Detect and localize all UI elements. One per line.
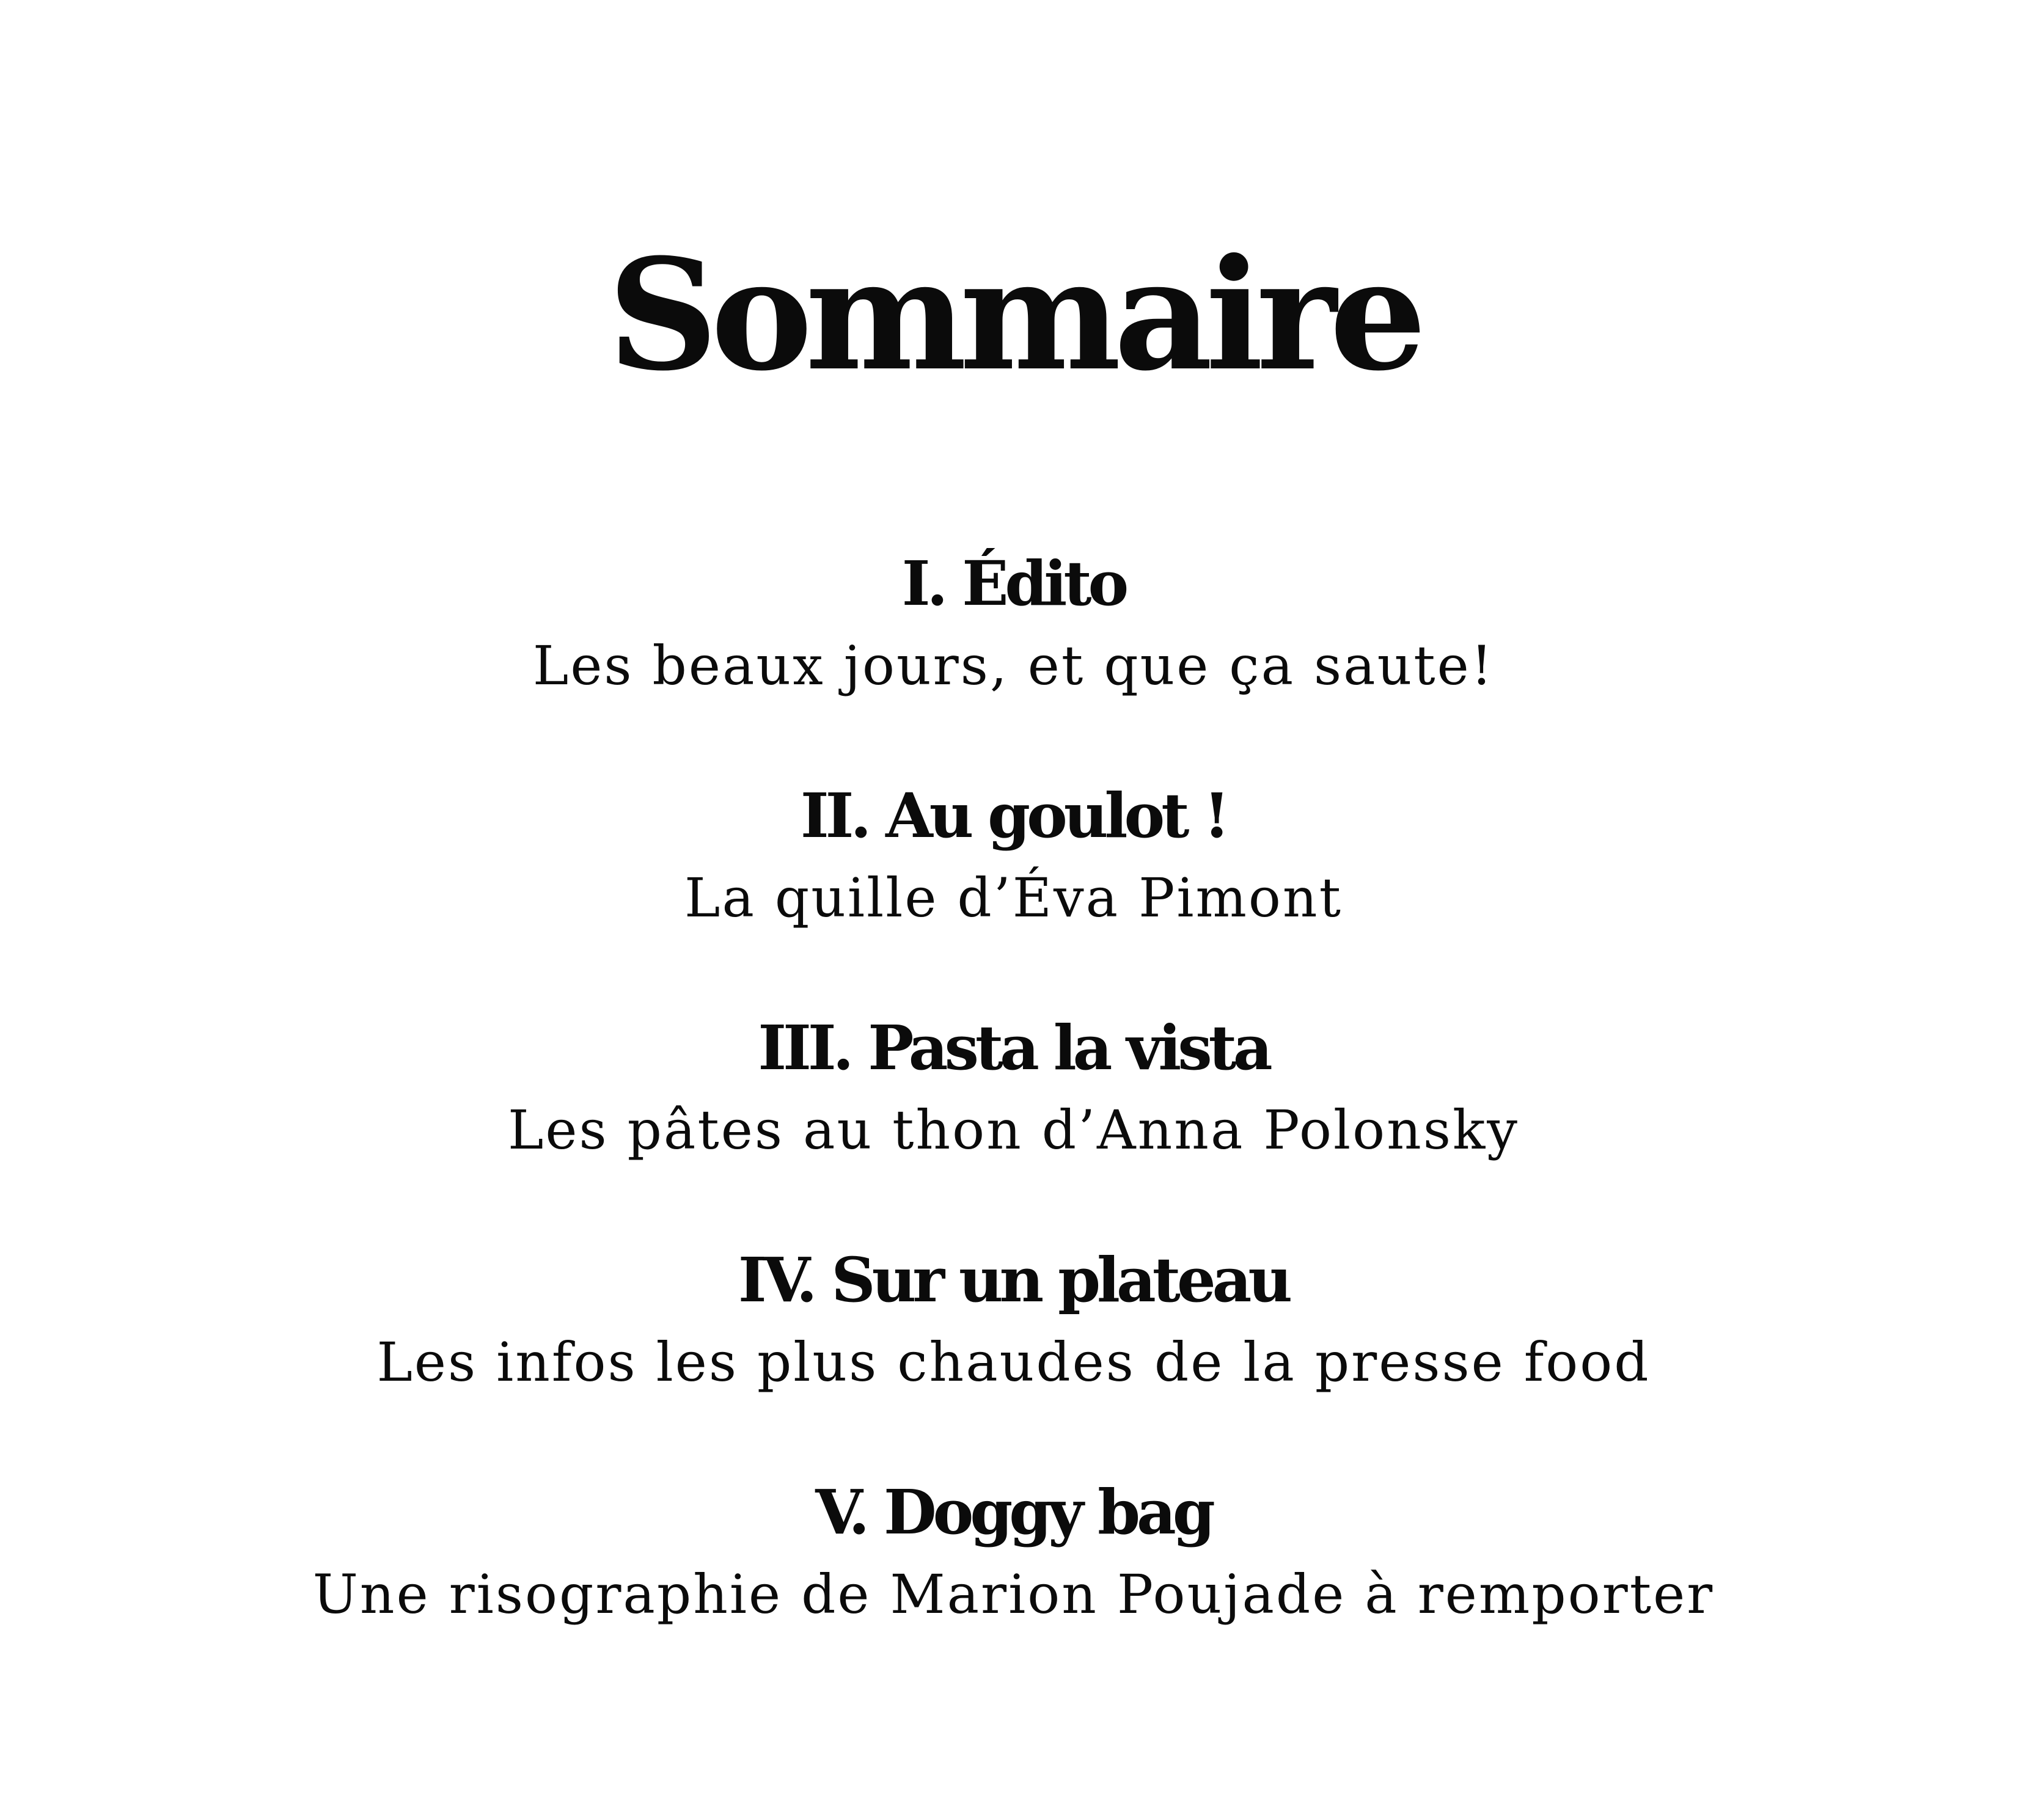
toc-entry-subtitle: Les infos les plus chaudes de la presse food xyxy=(376,1331,1651,1394)
toc-entry-heading: III. Pasta la vista xyxy=(758,1012,1269,1084)
toc-entry-heading: IV. Sur un plateau xyxy=(738,1244,1289,1316)
toc-entry-subtitle: Les pâtes au thon d’Anna Polonsky xyxy=(507,1098,1520,1161)
toc-entry-heading: II. Au goulot ! xyxy=(800,780,1227,852)
toc-entry-subtitle: Une risographie de Marion Poujade à remporter xyxy=(312,1563,1715,1626)
toc-entry-heading: V. Doggy bag xyxy=(815,1476,1212,1548)
toc-entry-heading: I. Édito xyxy=(901,547,1126,619)
toc-entry-subtitle: La quille d’Éva Pimont xyxy=(684,866,1343,929)
toc-entry-subtitle: Les beaux jours, et que ça saute! xyxy=(532,634,1495,697)
page-title: Sommaire xyxy=(607,225,1420,404)
